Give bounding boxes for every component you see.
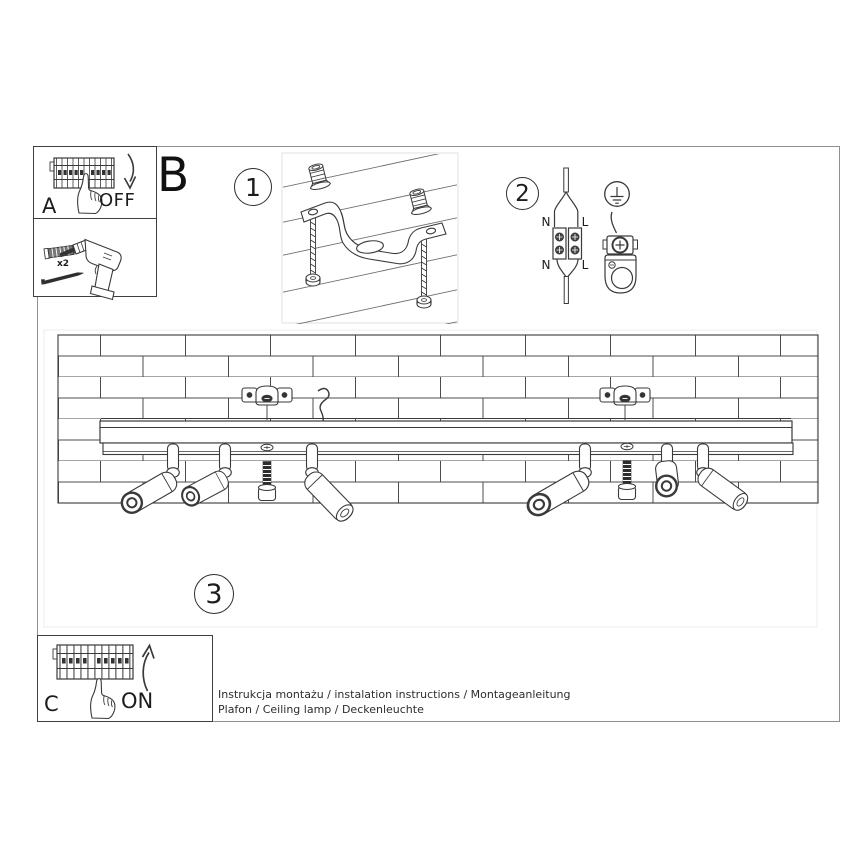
off-label: OFF — [99, 190, 136, 211]
tools-box — [33, 218, 157, 297]
section-label-b: B — [157, 148, 190, 203]
step-1-badge — [234, 168, 272, 206]
footer-line-1: Instrukcja montażu / instalation instructions / Montageanleitung — [218, 688, 571, 701]
plug-count-label: x2 — [57, 259, 70, 269]
wire-label-l-bottom: L — [581, 258, 589, 272]
wire-label-n-bottom: N — [541, 258, 551, 272]
on-label: ON — [121, 689, 154, 713]
wire-label-n-top: N — [541, 215, 551, 229]
step-3-number: 3 — [205, 578, 223, 610]
step-2-number: 2 — [515, 180, 530, 207]
step-3-badge — [194, 574, 234, 614]
step-2-badge — [506, 177, 539, 210]
footer-line-2: Plafon / Ceiling lamp / Deckenleuchte — [218, 703, 424, 716]
step-c-label: C — [44, 692, 59, 716]
step-1-number: 1 — [245, 172, 261, 202]
step-a-label: A — [42, 194, 57, 218]
footer-text — [218, 687, 571, 717]
wire-label-l-top: L — [581, 215, 589, 229]
